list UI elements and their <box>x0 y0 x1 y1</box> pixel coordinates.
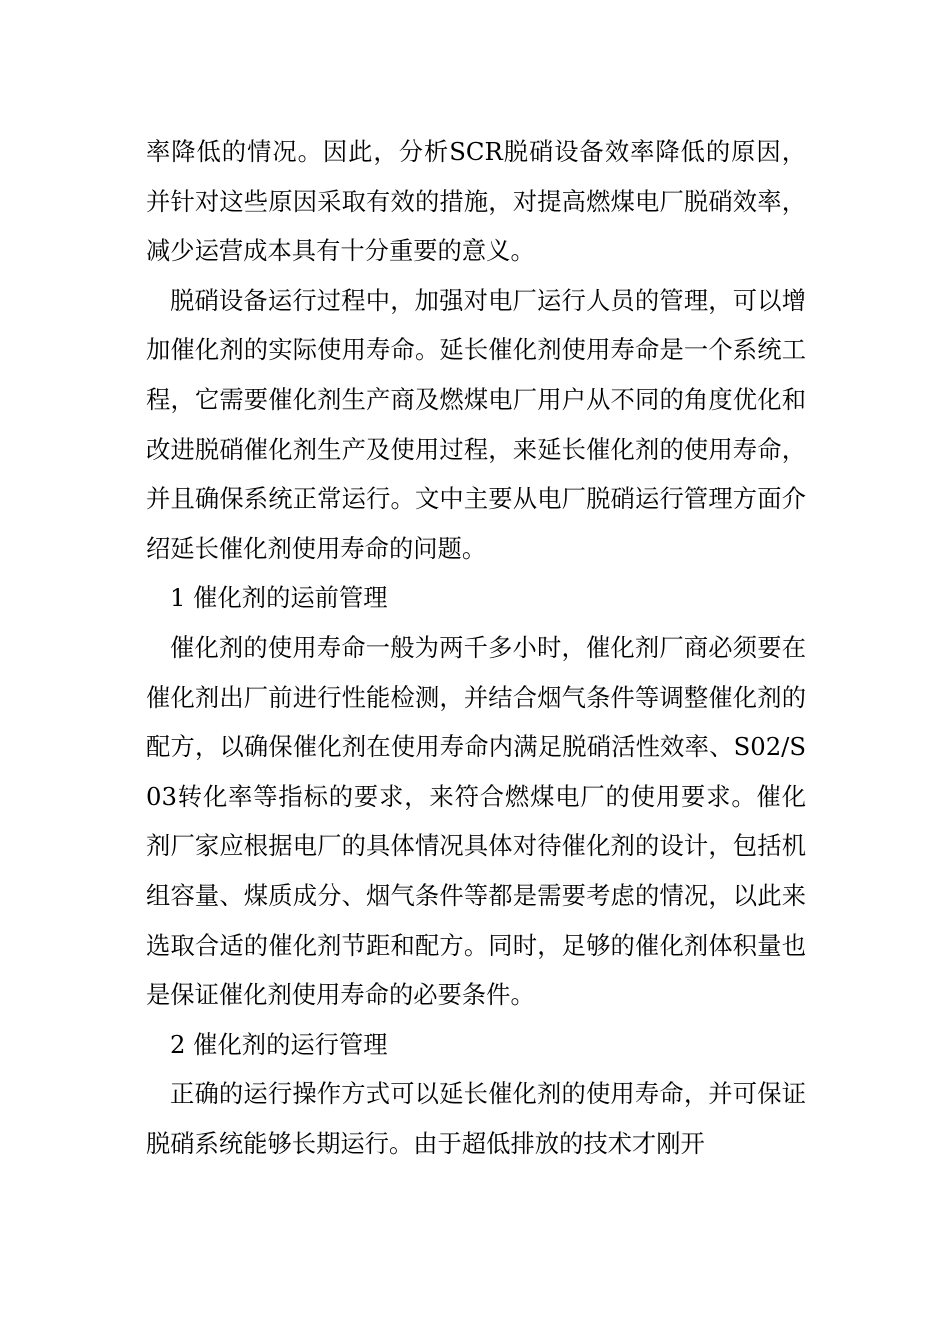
section-heading-1: 1 催化剂的运前管理 <box>170 583 388 613</box>
paragraph-intro-continued: 率降低的情况。因此，分析SCR脱硝设备效率降低的原因，并针对这些原因采取有效的措施，对提高燃煤电厂脱硝效率，减少运营成本具有十分重要的意义。 <box>146 137 806 266</box>
section-heading-2: 2 催化剂的运行管理 <box>170 1029 388 1059</box>
document-body <box>146 127 806 1168</box>
paragraph-management-overview: 脱硝设备运行过程中，加强对电厂运行人员的管理，可以增加催化剂的实际使用寿命。延长催化剂使用寿命是一个系统工程，它需要催化剂生产商及燃煤电厂用户从不同的角度优化和改进脱硝催化剂生产及使用过程，来延长催化剂的使用寿命，并且确保系统正常运行。文中主要从电厂脱硝运行管理方面介绍延长催化剂使用寿命的问题。 <box>146 285 806 563</box>
paragraph-operation: 正确的运行操作方式可以延长催化剂的使用寿命，并可保证脱硝系统能够长期运行。由于超低排放的技术才刚开 <box>146 1079 806 1158</box>
paragraph-pre-operation: 催化剂的使用寿命一般为两千多小时，催化剂厂商必须要在催化剂出厂前进行性能检测，并结合烟气条件等调整催化剂的配方，以确保催化剂在使用寿命内满足脱硝活性效率、S02/S03转化率等指标的要求，来符合燃煤电厂的使用要求。催化剂厂家应根据电厂的具体情况具体对待催化剂的设计，包括机组容量、煤质成分、烟气条件等都是需要考虑的情况，以此来选取合适的催化剂节距和配方。同时，足够的催化剂体积量也是保证催化剂使用寿命的必要条件。 <box>146 632 806 1010</box>
